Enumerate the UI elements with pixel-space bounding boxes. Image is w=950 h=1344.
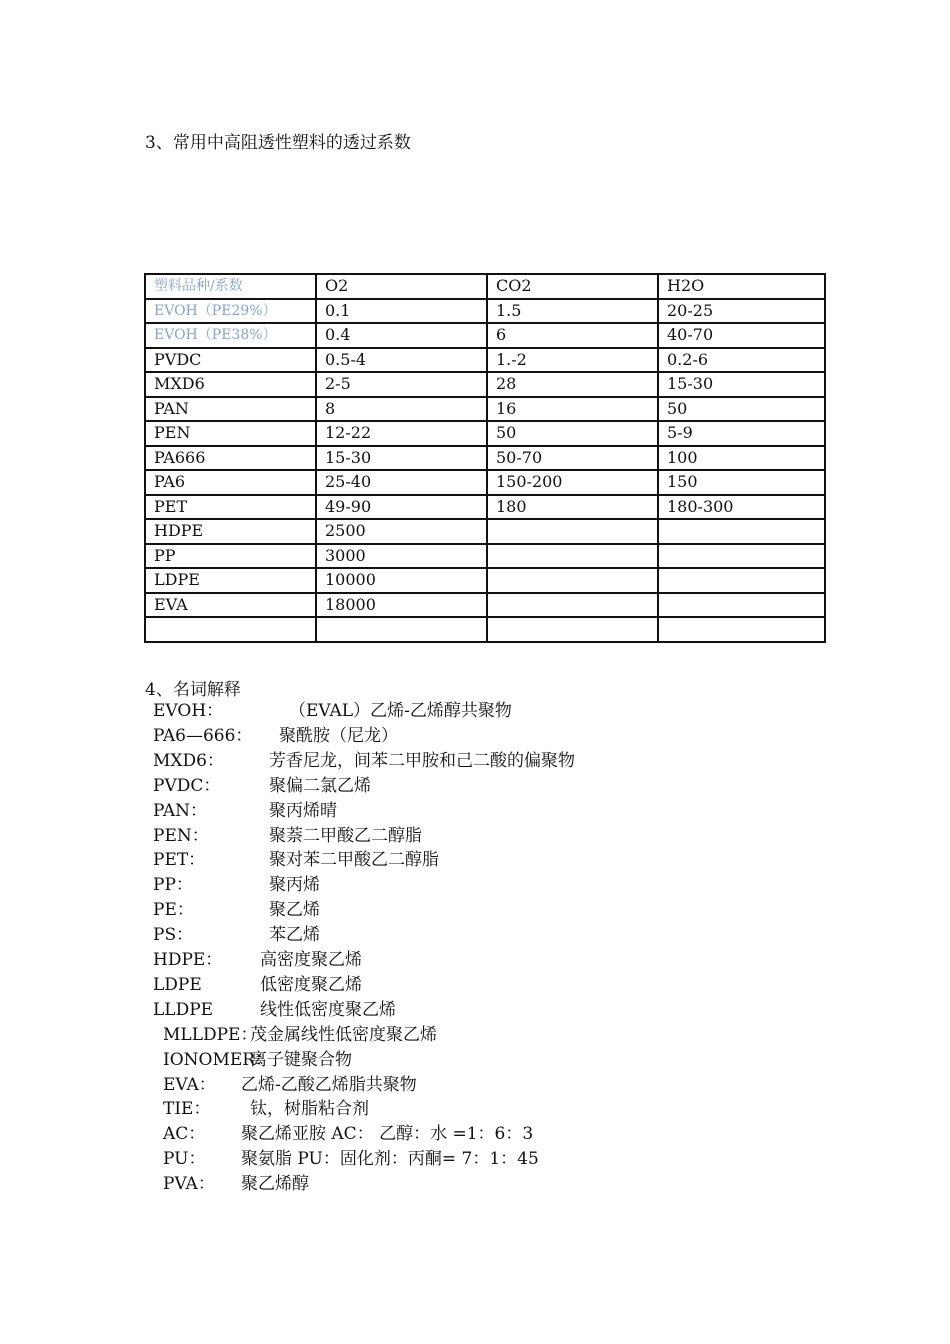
table-cell: 25-40 [316, 470, 487, 495]
glossary-definition: 高密度聚乙烯 [260, 950, 362, 970]
table-cell: 150-200 [487, 470, 658, 495]
table-cell [658, 593, 825, 618]
section-4-title: 4、名词解释 [145, 680, 241, 700]
table-cell: 1.-2 [487, 348, 658, 373]
table-header-cell: H2O [658, 274, 825, 299]
table-cell: PA6 [145, 470, 316, 495]
table-cell: PEN [145, 421, 316, 446]
table-cell: PA666 [145, 446, 316, 471]
table-cell: HDPE [145, 519, 316, 544]
glossary-term: PS： [153, 925, 194, 946]
table-cell: MXD6 [145, 372, 316, 397]
table-cell: 150 [658, 470, 825, 495]
table-cell [658, 544, 825, 569]
table-row [145, 470, 825, 495]
table-row [145, 568, 825, 593]
section-3-title: 3、常用中高阻透性塑料的透过系数 [145, 133, 411, 153]
glossary-term: PP： [153, 875, 193, 896]
permeability-table [144, 273, 826, 643]
table-row [145, 323, 825, 348]
table-row [145, 544, 825, 569]
table-row [145, 421, 825, 446]
table-row [145, 446, 825, 471]
table-row [145, 519, 825, 544]
table-cell: LDPE [145, 568, 316, 593]
table-cell: 0.1 [316, 299, 487, 324]
table-cell: 50-70 [487, 446, 658, 471]
table-cell: 0.2-6 [658, 348, 825, 373]
table-cell: 10000 [316, 568, 487, 593]
table-cell: 0.4 [316, 323, 487, 348]
table-cell [658, 568, 825, 593]
table-cell: EVA [145, 593, 316, 618]
table-row [145, 372, 825, 397]
table-cell: 3000 [316, 544, 487, 569]
glossary-term: MLLDPE： [163, 1024, 258, 1045]
table-cell: EVOH（PE38%） [145, 323, 316, 348]
table-cell: 50 [658, 397, 825, 422]
glossary-definition: 茂金属线性低密度聚乙烯 [250, 1024, 437, 1045]
glossary-definition: 聚乙烯亚胺 AC： 乙醇：水 =1：6：3 [241, 1124, 534, 1145]
table-cell: EVOH（PE29%） [145, 299, 316, 324]
table-header-row [145, 274, 825, 299]
table-row [145, 593, 825, 618]
glossary-definition: 乙烯-乙酸乙烯脂共聚物 [241, 1074, 417, 1095]
table-cell: 2-5 [316, 372, 487, 397]
table-cell [316, 617, 487, 642]
table-cell [487, 617, 658, 642]
table-cell: 28 [487, 372, 658, 397]
table-row [145, 495, 825, 520]
glossary-term: AC： [163, 1124, 206, 1145]
table-cell: 18000 [316, 593, 487, 618]
table-header-cell: O2 [316, 274, 487, 299]
table-cell: PP [145, 544, 316, 569]
table-cell [487, 593, 658, 618]
table-cell: 50 [487, 421, 658, 446]
table-cell: PET [145, 495, 316, 520]
glossary-definition: 钛，树脂粘合剂 [250, 1099, 369, 1120]
glossary-term: LLDPE [153, 999, 214, 1020]
glossary-definition: 线性低密度聚乙烯 [260, 999, 396, 1020]
glossary-term: PVA： [163, 1174, 215, 1195]
table-cell: 15-30 [658, 372, 825, 397]
glossary-term: PEN： [153, 825, 209, 846]
table-cell: 49-90 [316, 495, 487, 520]
table-cell [487, 519, 658, 544]
table-cell: 16 [487, 397, 658, 422]
glossary-term: HDPE： [153, 950, 223, 970]
table-cell: PVDC [145, 348, 316, 373]
table-header-cell: CO2 [487, 274, 658, 299]
table-cell [487, 568, 658, 593]
glossary-term: IONOMER： [163, 1049, 273, 1070]
table-cell [658, 617, 825, 642]
glossary-definition: 聚偏二氯乙烯 [269, 775, 371, 796]
glossary-term: TIE： [163, 1099, 211, 1120]
table-row [145, 348, 825, 373]
table-cell: 15-30 [316, 446, 487, 471]
table-row [145, 397, 825, 422]
table-cell: 1.5 [487, 299, 658, 324]
table-cell: 2500 [316, 519, 487, 544]
glossary-definition: 聚酰胺（尼龙） [279, 725, 398, 746]
glossary-definition: 芳香尼龙，间苯二甲胺和己二酸的偏聚物 [269, 750, 575, 771]
glossary-definition: 聚乙烯醇 [241, 1174, 309, 1195]
glossary-definition: （EVAL）乙烯-乙烯醇共聚物 [289, 701, 512, 721]
glossary-term: MXD6： [153, 750, 224, 771]
glossary-definition: 聚乙烯 [269, 900, 320, 921]
table-cell [487, 544, 658, 569]
table-cell: 20-25 [658, 299, 825, 324]
glossary-definition: 聚氨脂 PU：固化剂：丙酮= 7：1：45 [241, 1149, 539, 1170]
table-cell: 6 [487, 323, 658, 348]
glossary-definition: 低密度聚乙烯 [260, 974, 362, 995]
glossary-definition: 聚丙烯晴 [269, 800, 337, 821]
glossary-definition: 苯乙烯 [269, 925, 320, 946]
glossary-term: PET： [153, 850, 206, 871]
glossary-definition: 离子键聚合物 [250, 1049, 352, 1070]
glossary-definition: 聚对苯二甲酸乙二醇脂 [269, 850, 439, 871]
table-cell: PAN [145, 397, 316, 422]
glossary-term: LDPE [153, 974, 202, 995]
glossary-term: EVOH： [153, 701, 224, 721]
table-cell: 5-9 [658, 421, 825, 446]
table-cell: 8 [316, 397, 487, 422]
table-row [145, 299, 825, 324]
glossary-term: PE： [153, 900, 194, 921]
table-cell: 12-22 [316, 421, 487, 446]
table-row [145, 617, 825, 642]
table-cell: 180 [487, 495, 658, 520]
glossary-term: PU： [163, 1149, 206, 1170]
glossary-definition: 聚萘二甲酸乙二醇脂 [269, 825, 422, 846]
glossary-definition: 聚丙烯 [269, 875, 320, 896]
table-cell: 100 [658, 446, 825, 471]
table-header-cell: 塑料品种/系数 [145, 274, 316, 299]
glossary-term: PAN： [153, 800, 208, 821]
table-cell [658, 519, 825, 544]
table-cell: 0.5-4 [316, 348, 487, 373]
glossary-term: EVA： [163, 1074, 216, 1095]
table-cell [145, 617, 316, 642]
glossary-term: PA6—666： [153, 725, 253, 746]
glossary-term: PVDC： [153, 775, 221, 796]
table-cell: 40-70 [658, 323, 825, 348]
table-cell: 180-300 [658, 495, 825, 520]
